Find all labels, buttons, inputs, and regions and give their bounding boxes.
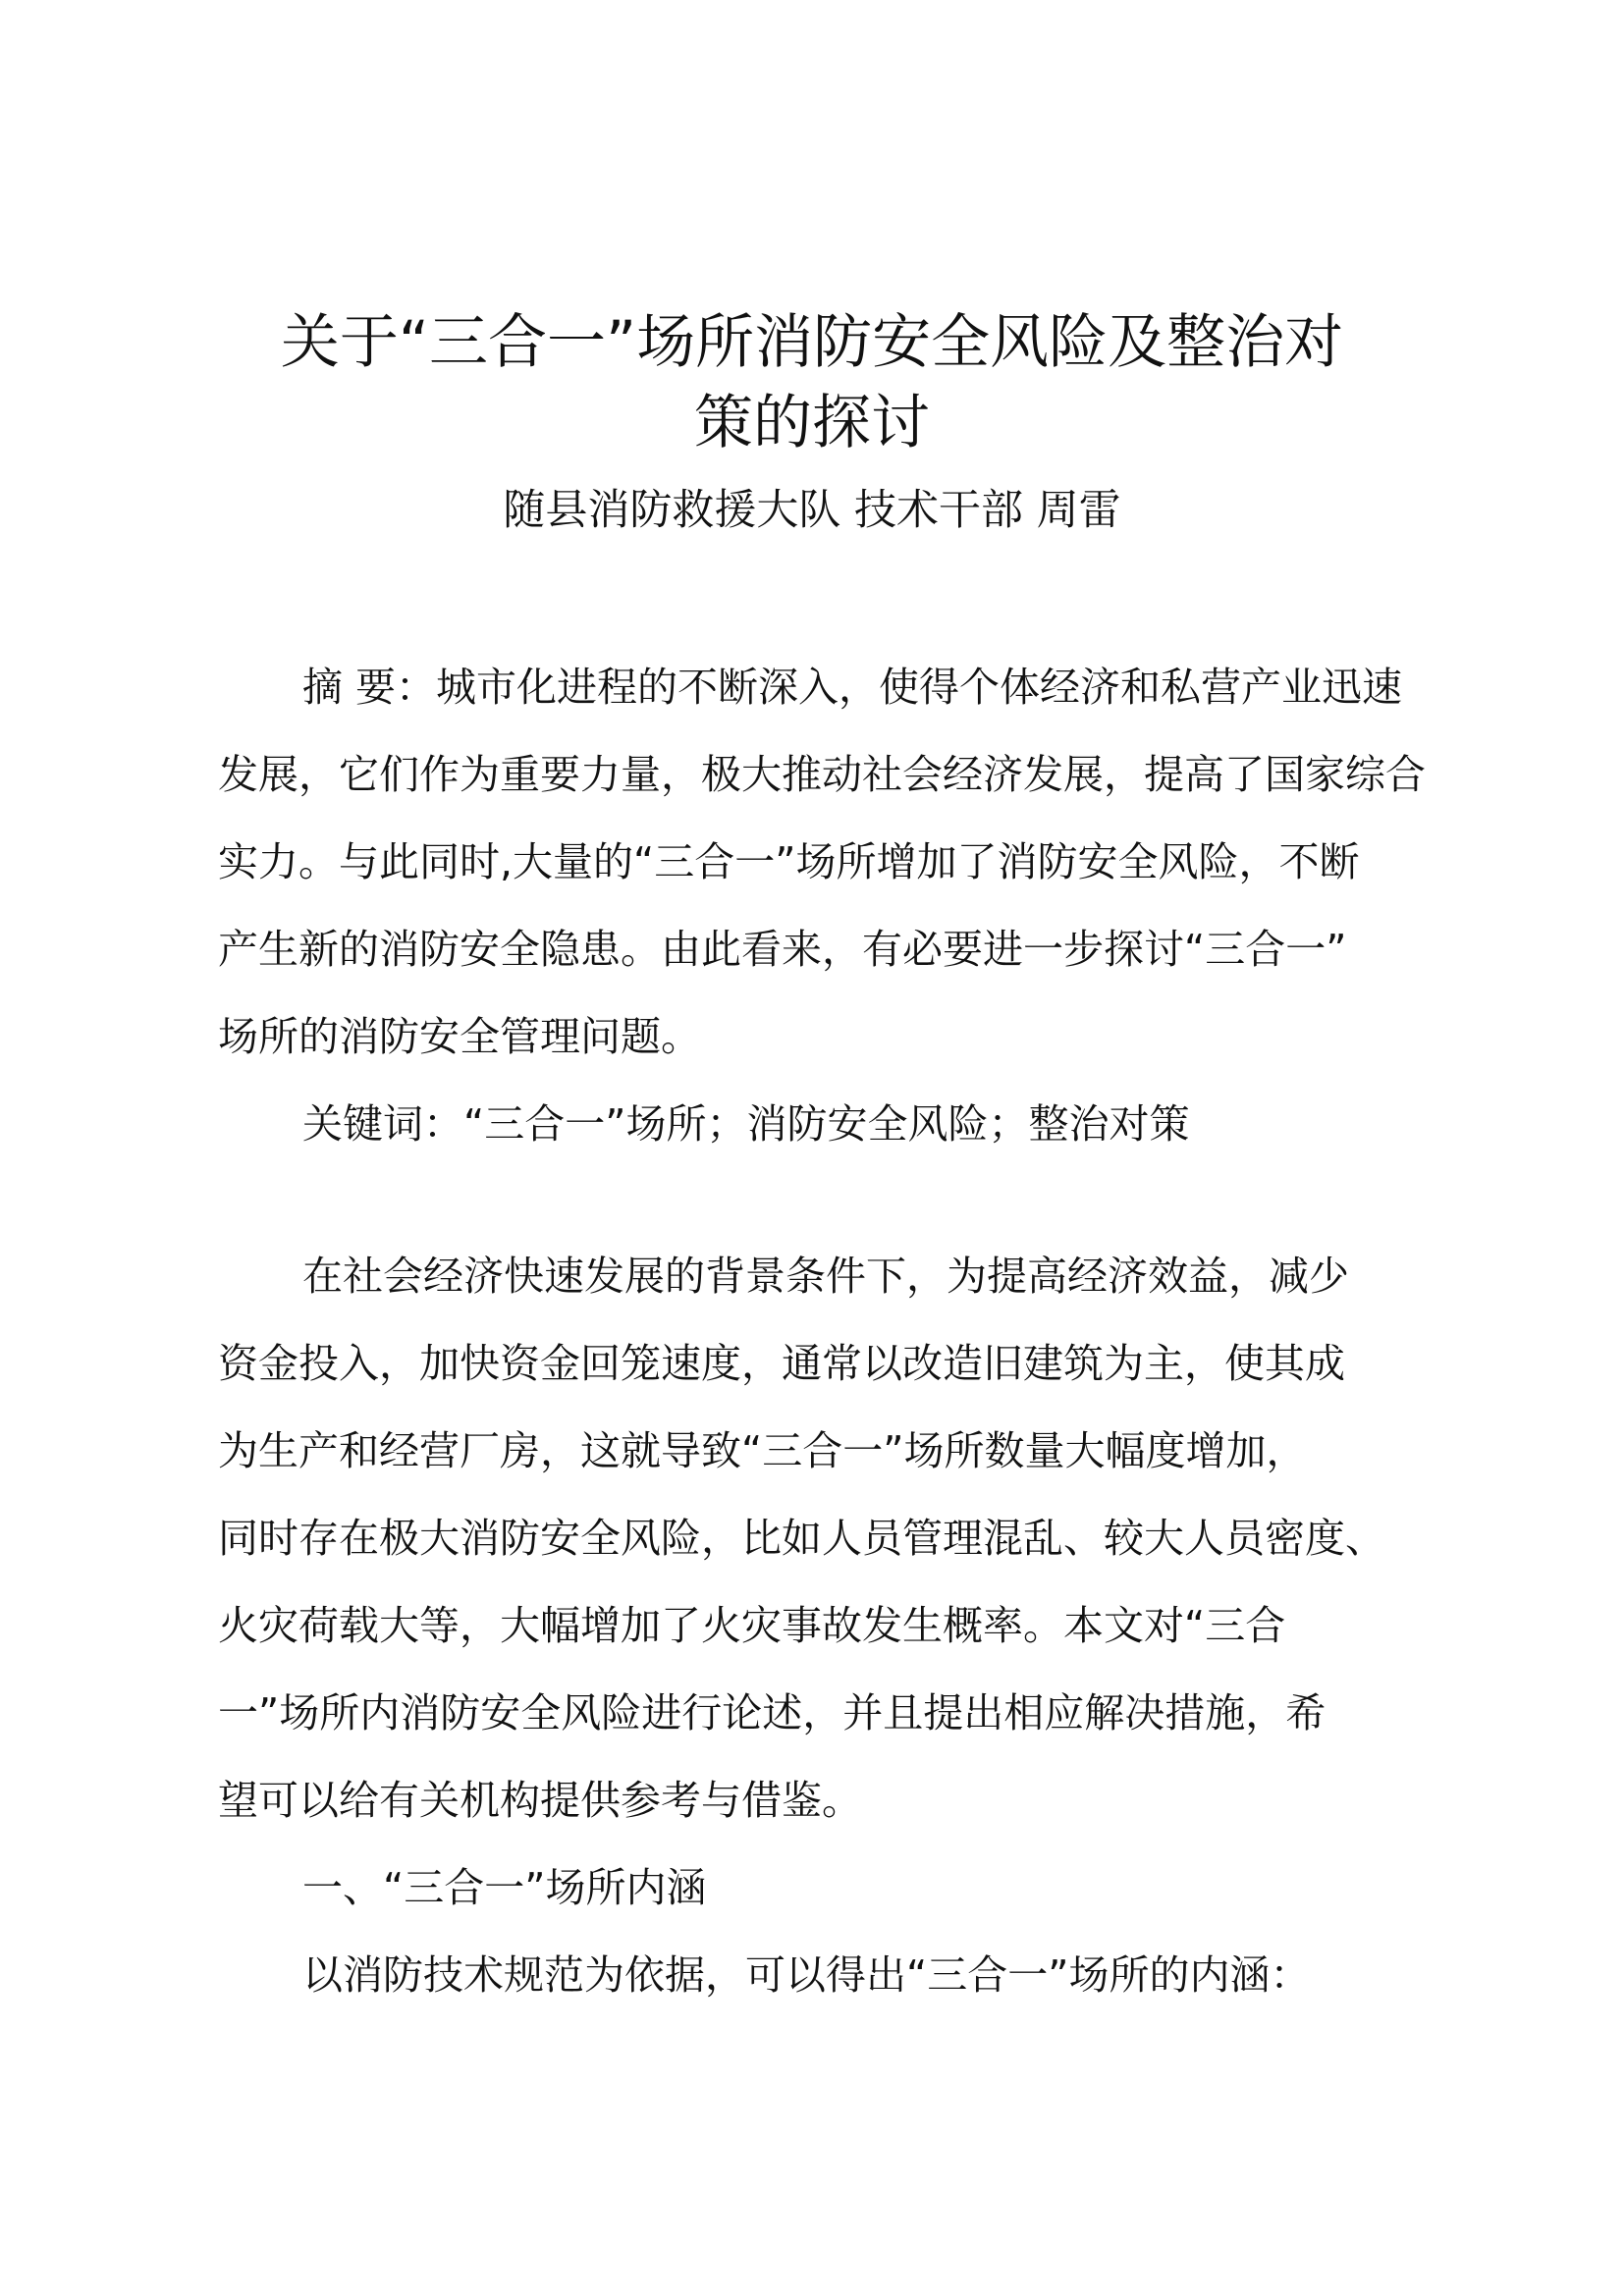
document-title (147, 302, 1477, 463)
abstract (218, 644, 1426, 1168)
abstract-line: 场所的消防安全管理问题。 (218, 1013, 701, 1060)
body-line: 一”场所内消防安全风险进行论述，并且提出相应解决措施，希 (218, 1689, 1326, 1736)
body-line: 火灾荷载大等，大幅增加了火灾事故发生概率。本文对“三合 (218, 1602, 1286, 1649)
body-line: 望可以给有关机构提供参考与借鉴。 (218, 1777, 862, 1824)
keywords: 关键词：“三合一”场所；消防安全风险；整治对策 (302, 1100, 1190, 1148)
abstract-line: 产生新的消防安全隐患。由此看来，有必要进一步探讨“三合一” (218, 926, 1347, 973)
section-1-heading: 一、“三合一”场所内涵 (302, 1864, 707, 1911)
section-1-first-line: 以消防技术规范为依据，可以得出“三合一”场所的内涵： (302, 1951, 1311, 1999)
abstract-line: 摘 要：城市化进程的不断深入，使得个体经济和私营产业迅速 (302, 664, 1403, 711)
body-paragraph (218, 1233, 1426, 2019)
body-line: 在社会经济快速发展的背景条件下，为提高经济效益，减少 (302, 1253, 1349, 1300)
body-line: 同时存在极大消防安全风险，比如人员管理混乱、较大人员密度、 (218, 1515, 1385, 1562)
author-line: 随县消防救援大队 技术干部 周雷 (503, 486, 1121, 535)
body-line: 为生产和经营厂房，这就导致“三合一”场所数量大幅度增加， (218, 1427, 1307, 1474)
title-line-1: 关于“三合一”场所消防安全风险及整治对 (280, 308, 1344, 377)
body-line: 资金投入，加快资金回笼速度，通常以改造旧建筑为主，使其成 (218, 1340, 1345, 1387)
abstract-line: 实力。与此同时,大量的“三合一”场所增加了消防安全风险，不断 (218, 838, 1360, 885)
title-line-2: 策的探讨 (694, 389, 930, 457)
abstract-line: 发展，它们作为重要力量，极大推动社会经济发展，提高了国家综合 (218, 751, 1426, 798)
